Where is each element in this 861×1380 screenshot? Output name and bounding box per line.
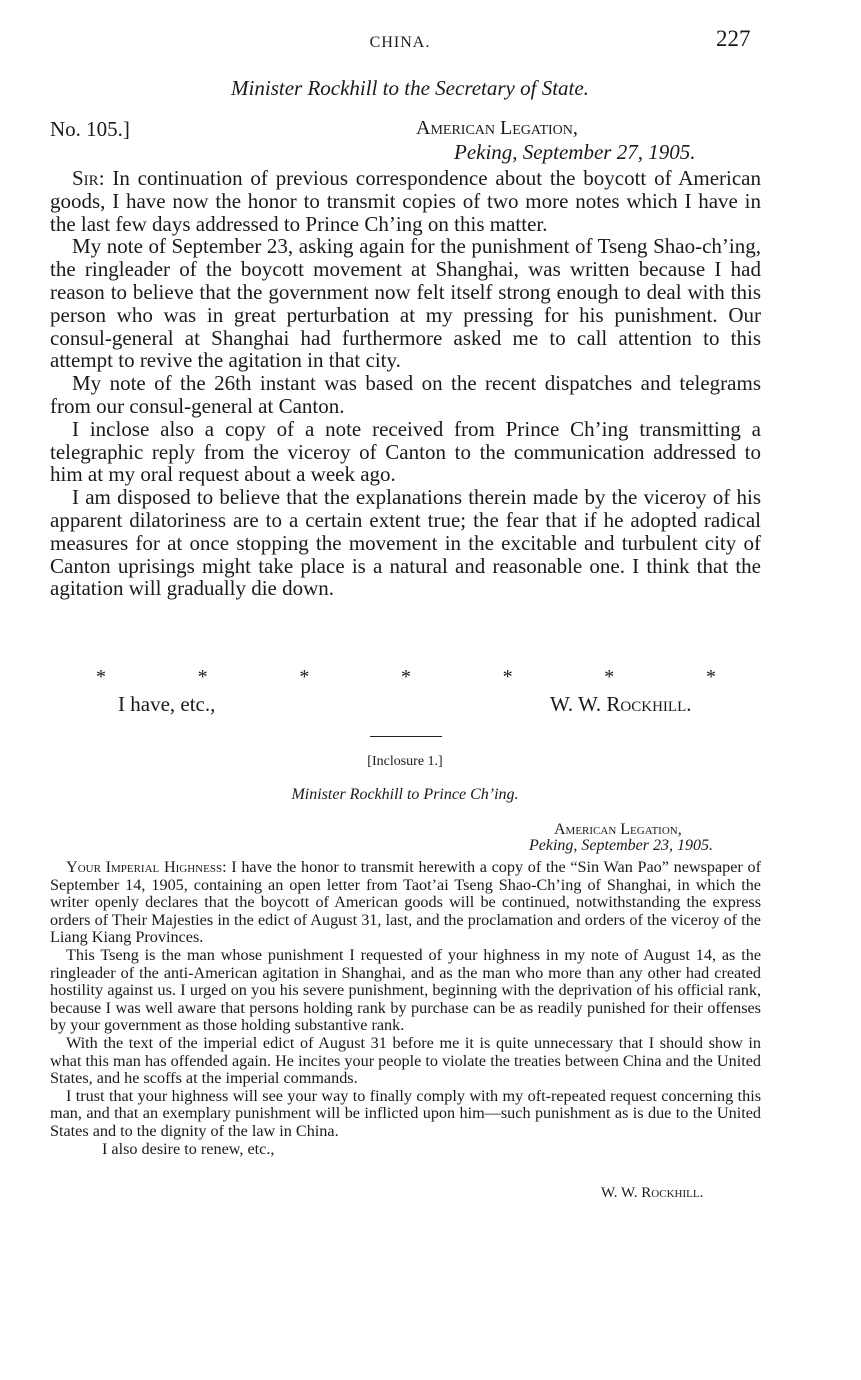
letter-paragraph: I inclose also a copy of a note received from Prince Ch’ing transmitting a telegraphic reply from the viceroy of Canton to the communication addressed to him at my oral request about a week ago. [50, 416, 761, 487]
omission-marks [96, 666, 716, 689]
asterisk: * [705, 666, 716, 688]
inclosure-signature: W. W. Rockhill. [601, 1185, 704, 1201]
letter-salutation: Sir [72, 166, 99, 190]
inclosure-legation: American Legation, [554, 821, 682, 838]
letter-body [50, 167, 761, 600]
asterisk: * [299, 666, 310, 688]
inclosure-paragraph: This Tseng is the man whose punishment I requested of your highness in my note of August 14, as the ringleader of the anti-American agitation in Shanghai, and as the man who more than any other had created hostility against us. I urged on you his severe punishment, beginning with the deprivation of his official rank, because I was well aware that persons holding rank by purchase can be as readily punished for their offenses by your government as those holding substantive rank. [50, 945, 761, 1035]
letter-signature: W. W. Rockhill. [550, 692, 692, 716]
inclosure-body [50, 859, 761, 1158]
asterisk: * [400, 666, 411, 688]
inclosure-label: [Inclosure 1.] [367, 754, 443, 769]
inclosure-paragraph-text: : I have the honor to transmit herewith a copy of the “Sin Wan Pao” newspaper of September 14, 1905, containing an open letter from Taot’ai Tseng Shao-Ch’ing of Shanghai, in which the writer openly declares that the boycott of American goods will be continued, notwithstanding the express orders of Their Majesties in the edict of August 31, last, and the proclamation and orders of the viceroy of the Liang Kiang Provinces. [50, 858, 761, 947]
inclosure-paragraph: I trust that your highness will see your way to finally comply with my oft-repeated request concerning this man, and that an exemplary punishment will be inflicted upon him—such punishment as is due to the United States and to the dignity of the law in China. [50, 1086, 761, 1140]
inclosure-paragraph: With the text of the imperial edict of August 31 before me it is quite unnecessary that I should show in what this man has offended again. He incites your people to violate the treaties between China and the United States, and he scoffs at the imperial commands. [50, 1033, 761, 1088]
page-number: 227 [716, 26, 751, 51]
section-divider [370, 736, 442, 737]
inclosure-heading: Minister Rockhill to Prince Ch’ing. [291, 786, 519, 803]
running-head: CHINA. [369, 34, 431, 51]
inclosure-dateline: Peking, September 23, 1905. [529, 837, 713, 854]
inclosure-closing: I also desire to renew, etc., [102, 1139, 275, 1158]
letter-paragraph: My note of the 26th instant was based on the recent dispatches and telegrams from our consul-general at Canton. [50, 371, 761, 418]
inclosure-paragraph [50, 859, 761, 947]
letter-legation: American Legation, [416, 117, 578, 139]
asterisk: * [197, 666, 208, 688]
letter-dateline: Peking, September 27, 1905. [454, 140, 696, 164]
letter-heading: Minister Rockhill to the Secretary of State. [231, 76, 589, 100]
letter-paragraph-text: : In continuation of previous correspondence about the boycott of American goods, I have now the honor to transmit copies of two more notes which I have in the last few days addressed to Prince Ch’ing on this matter. [50, 166, 761, 236]
asterisk: * [96, 666, 106, 688]
asterisk: * [604, 666, 615, 688]
letter-paragraph: My note of September 23, asking again for the punishment of Tseng Shao-ch’ing, the ringleader of the boycott movement at Shanghai, was written because I had reason to believe that the government now felt itself strong enough to deal with this person who was in great perturbation at my pressing for his punishment. Our consul-general at Shanghai had furthermore asked me to call attention to this attempt to revive the agitation in that city. [50, 234, 761, 373]
asterisk: * [502, 666, 513, 688]
dispatch-number: No. 105.] [50, 117, 130, 141]
letter-closing: I have, etc., [118, 692, 216, 716]
inclosure-salutation: Your Imperial Highness [66, 858, 223, 876]
letter-paragraph [50, 167, 761, 235]
letter-paragraph: I am disposed to believe that the explanations therein made by the viceroy of his apparent dilatoriness are to a certain extent true; the fear that if he adopted radical measures for at once stopping the movement in the excitable and turbulent city of Canton uprisings might take place is a natural and reasonable one. I think that the agitation will gradually die down. [50, 485, 761, 601]
